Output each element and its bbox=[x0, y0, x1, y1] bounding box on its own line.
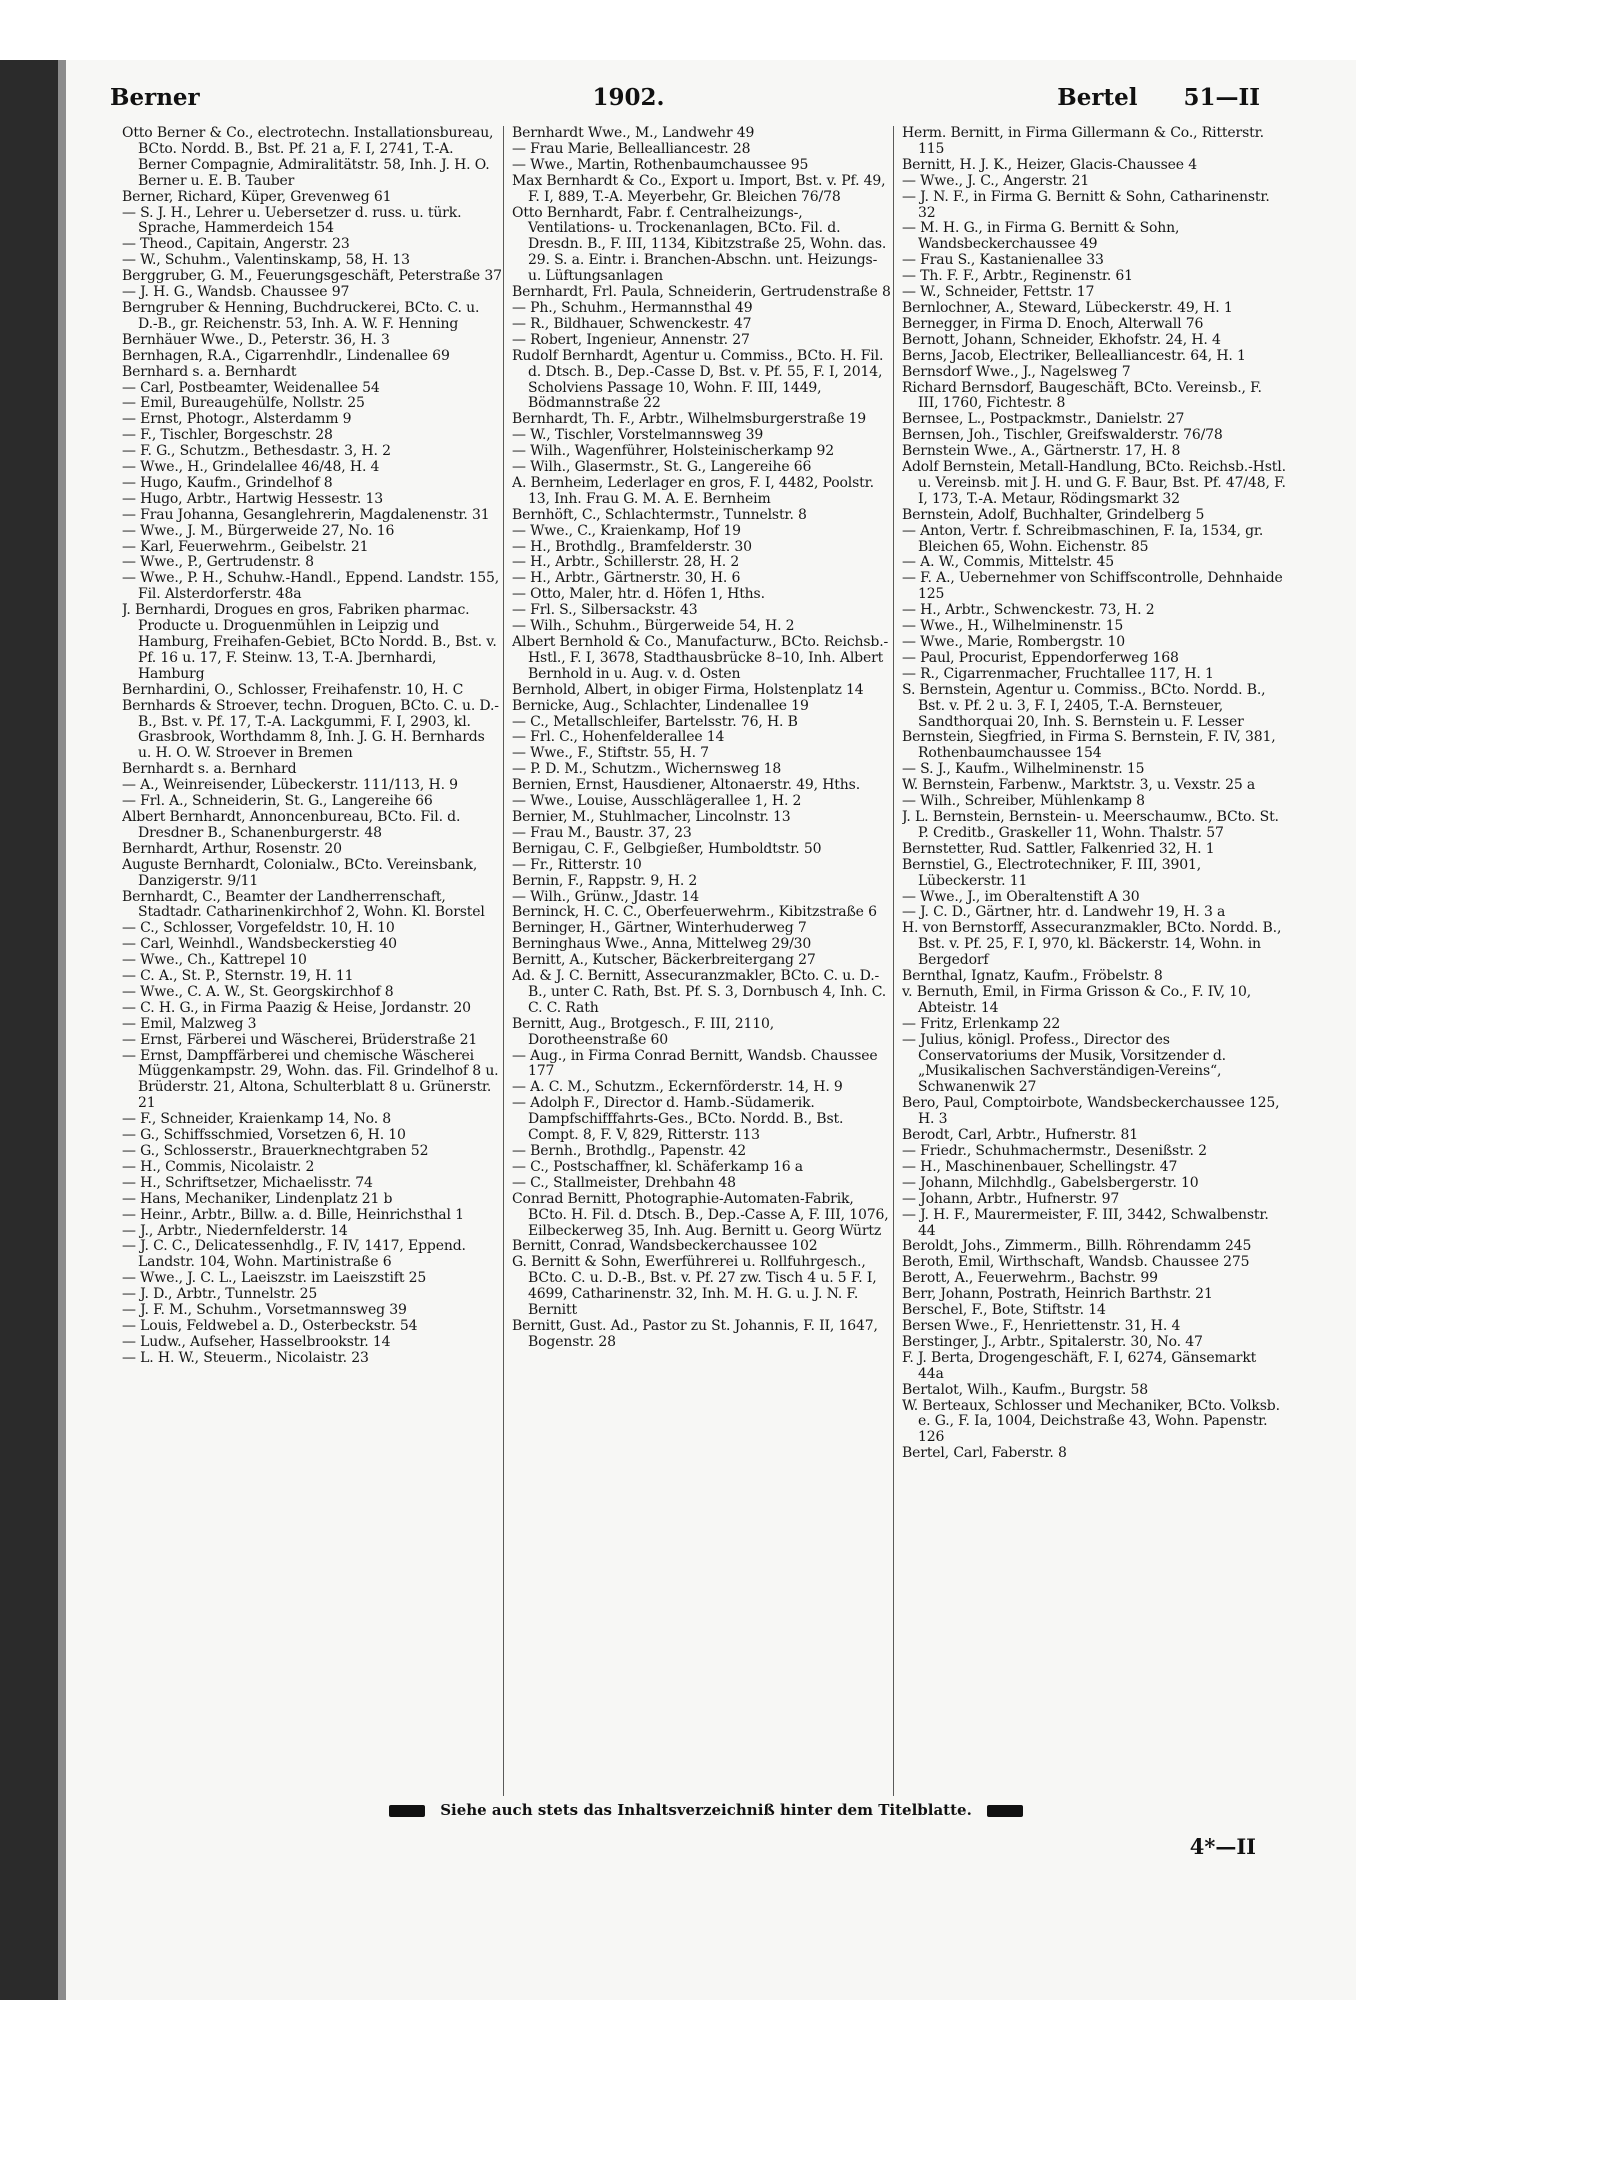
directory-entry: Berggruber, G. M., Feuerungsgeschäft, Peterstraße 37 bbox=[122, 268, 502, 285]
directory-entry: Bernitt, Aug., Brotgesch., F. III, 2110, Dorotheenstraße 60 bbox=[512, 1015, 775, 1048]
directory-entry: — H., Commis, Nicolaistr. 2 bbox=[122, 1158, 315, 1175]
directory-entry: S. Bernstein, Agentur u. Commiss., BCto. Nordd. B., Bst. v. Pf. 2 u. 3, F. I, 2405, T.-A. Bernsteuer, Sandthorquai 20, Inh. S. Bernstein u. F. Lesser bbox=[902, 681, 1266, 730]
directory-entry: — F. A., Uebernehmer von Schiffscontrolle, Dehnhaide 125 bbox=[902, 570, 1283, 603]
directory-entry: — Frau Marie, Bellealliancestr. 28 bbox=[512, 140, 751, 157]
directory-entry: F. J. Berta, Drogengeschäft, F. I, 6274, Gänsemarkt 44a bbox=[902, 1349, 1257, 1382]
directory-entry: — Wilh., Wagenführer, Holsteinischerkamp 92 bbox=[512, 443, 835, 460]
signature-mark: 4*—II bbox=[1189, 1834, 1256, 1859]
directory-entry: Bernitt, Gust. Ad., Pastor zu St. Johannis, F. II, 1647, Bogenstr. 28 bbox=[512, 1317, 878, 1350]
directory-entry: Berstinger, J., Arbtr., Spitalerstr. 30, No. 47 bbox=[902, 1333, 1203, 1350]
directory-entry: — Friedr., Schuhmachermstr., Desenißstr. 2 bbox=[902, 1143, 1207, 1159]
directory-entry: Bernstiel, G., Electrotechniker, F. III, 3901, Lübeckerstr. 11 bbox=[902, 856, 1202, 889]
directory-entry: — Heinr., Arbtr., Billw. a. d. Bille, Heinrichsthal 1 bbox=[122, 1206, 464, 1223]
directory-entry: — Wwe., Martin, Rothenbaumchaussee 95 bbox=[512, 156, 809, 173]
directory-entry: Max Bernhardt & Co., Export u. Import, Bst. v. Pf. 49, F. I, 889, T.-A. Meyerbehr, Gr. Bleichen 76/78 bbox=[512, 172, 886, 205]
directory-entry: Bernstein, Adolf, Buchhalter, Grindelberg 5 bbox=[902, 506, 1205, 523]
directory-entry: — A. W., Commis, Mittelstr. 45 bbox=[902, 554, 1115, 571]
directory-entry: Bernigau, C. F., Gelbgießer, Humboldtstr. 50 bbox=[512, 840, 822, 857]
directory-entry: — C. A., St. P., Sternstr. 19, H. 11 bbox=[122, 968, 354, 985]
directory-entry: — Hugo, Kaufm., Grindelhof 8 bbox=[122, 474, 333, 491]
directory-entry: — Bernh., Brothdlg., Papenstr. 42 bbox=[512, 1143, 747, 1159]
directory-entry: — A., Weinreisender, Lübeckerstr. 111/113, H. 9 bbox=[122, 777, 458, 794]
directory-entry: — Fritz, Erlenkamp 22 bbox=[902, 1015, 1061, 1032]
directory-entry: Bernlochner, A., Steward, Lübeckerstr. 49, H. 1 bbox=[902, 299, 1233, 316]
directory-entry: Bertel, Carl, Faberstr. 8 bbox=[902, 1445, 1067, 1462]
directory-entry: Bero, Paul, Comptoirbote, Wandsbeckerchaussee 125, H. 3 bbox=[902, 1095, 1280, 1128]
directory-entry: — H., Maschinenbauer, Schellingstr. 47 bbox=[902, 1158, 1178, 1175]
directory-entry: — F., Tischler, Borgeschstr. 28 bbox=[122, 427, 333, 444]
directory-entry: — Ludw., Aufseher, Hasselbrookstr. 14 bbox=[122, 1333, 391, 1350]
directory-entry: — Theod., Capitain, Angerstr. 23 bbox=[122, 236, 350, 253]
directory-entry: — Aug., in Firma Conrad Bernitt, Wandsb. Chaussee 177 bbox=[512, 1047, 878, 1080]
directory-entry: — Wilh., Glasermstr., St. G., Langereihe 66 bbox=[512, 459, 812, 476]
directory-entry: — M. H. G., in Firma G. Bernitt & Sohn, Wandsbeckerchaussee 49 bbox=[902, 220, 1180, 253]
directory-entry: Bernien, Ernst, Hausdiener, Altonaerstr. 49, Hths. bbox=[512, 777, 860, 794]
running-header bbox=[110, 84, 1260, 118]
directory-entry: — Karl, Feuerwehrm., Geibelstr. 21 bbox=[122, 538, 369, 555]
directory-entry: — Wwe., Marie, Rombergstr. 10 bbox=[902, 634, 1125, 650]
directory-entry: — Fr., Ritterstr. 10 bbox=[512, 856, 642, 873]
directory-entry: Albert Bernhardt, Annoncenbureau, BCto. Fil. d. Dresdner B., Schanenburgerstr. 48 bbox=[122, 808, 461, 841]
directory-entry: Bernstetter, Rud. Sattler, Falkenried 32, H. 1 bbox=[902, 840, 1215, 857]
directory-entry: — L. H. W., Steuerm., Nicolaistr. 23 bbox=[122, 1349, 369, 1366]
column-1 bbox=[122, 126, 502, 1794]
directory-entry: Herm. Bernitt, in Firma Gillermann & Co., Ritterstr. 115 bbox=[902, 126, 1264, 157]
directory-entry: — J. N. F., in Firma G. Bernitt & Sohn, Catharinenstr. 32 bbox=[902, 188, 1270, 221]
directory-entry: Beroldt, Johs., Zimmerm., Billh. Röhrendamm 245 bbox=[902, 1238, 1252, 1255]
directory-entry: — Anton, Vertr. f. Schreibmaschinen, F. Ia, 1534, gr. Bleichen 65, Wohn. Eichenstr. 85 bbox=[902, 522, 1264, 555]
directory-entry: A. Bernheim, Lederlager en gros, F. I, 4482, Poolstr. 13, Inh. Frau G. M. A. E. Bernheim bbox=[512, 474, 874, 507]
directory-entry: — Frau S., Kastanienallee 33 bbox=[902, 252, 1104, 269]
directory-entry: — Ph., Schuhm., Hermannsthal 49 bbox=[512, 299, 753, 316]
page-number: 51—II bbox=[1183, 84, 1260, 111]
directory-entry: — Wwe., J. C. L., Laeiszstr. im Laeiszstift 25 bbox=[122, 1270, 427, 1287]
directory-entry: — Carl, Weinhdl., Wandsbeckerstieg 40 bbox=[122, 936, 397, 953]
directory-entry: Rudolf Bernhardt, Agentur u. Commiss., BCto. H. Fil. d. Dtsch. B., Dep.-Casse D, Bst. v. Pf. 55, F. I, 2014, Scholviens Passage 10, Wohn. F. III, 1449, Bödmannstraße 22 bbox=[512, 347, 884, 412]
directory-entry: Berr, Johann, Postrath, Heinrich Barthstr. 21 bbox=[902, 1286, 1213, 1303]
directory-entry: Bernhardt, C., Beamter der Landherrenschaft, Stadtadr. Catharinenkirchhof 2, Wohn. Kl. Borstel bbox=[122, 888, 485, 921]
directory-entry: — G., Schiffsschmied, Vorsetzen 6, H. 10 bbox=[122, 1127, 406, 1144]
directory-entry: — C., Metallschleifer, Bartelsstr. 76, H. B bbox=[512, 713, 798, 730]
directory-entry: Bernhardt, Frl. Paula, Schneiderin, Gertrudenstraße 8 bbox=[512, 284, 891, 301]
directory-entry: J. L. Bernstein, Bernstein- u. Meerschaumw., BCto. St. P. Creditb., Graskeller 11, Wohn. Thalstr. 57 bbox=[902, 808, 1279, 841]
directory-entry: Otto Bernhardt, Fabr. f. Centralheizungs-, Ventilations- u. Trockenanlagen, BCto. Fil. d. Dresdn. B., F. III, 1134, Kibitzstraße 25, Wohn. das. 29. S. a. Eintr. i. Branchen-Abschn. unt. Heizungs- u. Lüftungsanlagen bbox=[512, 204, 887, 285]
directory-entry: — J. F. M., Schuhm., Vorsetmannsweg 39 bbox=[122, 1302, 407, 1319]
directory-entry: G. Bernitt & Sohn, Ewerführerei u. Rollfuhrgesch., BCto. C. u. D.-B., Bst. v. Pf. 27 zw. Tisch 4 u. 5 F. I, 4699, Catharinenstr. 32, Inh. M. H. G. u. J. N. F. Bernitt bbox=[512, 1254, 877, 1319]
directory-entry: — R., Bildhauer, Schwenckestr. 47 bbox=[512, 315, 752, 332]
directory-entry: Bernhardt, Th. F., Arbtr., Wilhelmsburgerstraße 19 bbox=[512, 411, 867, 428]
directory-entry: — Frl. A., Schneiderin, St. G., Langereihe 66 bbox=[122, 793, 433, 810]
directory-entry: — C., Postschaffner, kl. Schäferkamp 16 a bbox=[512, 1158, 804, 1175]
directory-entry: Berninger, H., Gärtner, Winterhuderweg 7 bbox=[512, 920, 807, 937]
directory-entry: — C., Stallmeister, Drehbahn 48 bbox=[512, 1174, 736, 1191]
header-left-keyword: Berner bbox=[110, 84, 200, 111]
scan-border bbox=[0, 60, 60, 2000]
directory-entry: — H., Brothdlg., Bramfelderstr. 30 bbox=[512, 538, 752, 555]
directory-entry: Conrad Bernitt, Photographie-Automaten-Fabrik, BCto. H. Fil. d. Dtsch. B., Dep.-Casse A, F. III, 1076, Eilbeckerweg 35, Inh. Aug. Bernitt u. Georg Würtz bbox=[512, 1190, 889, 1239]
directory-entry: — Frl. C., Hohenfelderallee 14 bbox=[512, 729, 725, 746]
directory-entry: Bernin, F., Rappstr. 9, H. 2 bbox=[512, 872, 698, 889]
directory-entry: Bernhäuer Wwe., D., Peterstr. 36, H. 3 bbox=[122, 331, 390, 348]
directory-entry: — Wwe., J. M., Bürgerweide 27, No. 16 bbox=[122, 522, 395, 539]
directory-entry: — Wwe., Louise, Ausschlägerallee 1, H. 2 bbox=[512, 793, 802, 810]
directory-entry: H. von Bernstorff, Assecuranzmakler, BCto. Nordd. B., Bst. v. Pf. 25, F. I, 970, kl. Bäckerstr. 14, Wohn. in Bergedorf bbox=[902, 920, 1282, 969]
directory-entry: — Ernst, Photogr., Alsterdamm 9 bbox=[122, 411, 352, 428]
directory-entry: Bernitt, H. J. K., Heizer, Glacis-Chaussee 4 bbox=[902, 156, 1197, 173]
directory-entry: Bernhardt s. a. Bernhard bbox=[122, 761, 297, 778]
directory-entry: Berodt, Carl, Arbtr., Hufnerstr. 81 bbox=[902, 1127, 1139, 1144]
directory-entry: Ad. & J. C. Bernitt, Assecuranzmakler, BCto. C. u. D.-B., unter C. Rath, Bst. Pf. S. 3, Dornbusch 4, Inh. C. C. C. Rath bbox=[512, 968, 887, 1016]
directory-entry: — Hugo, Arbtr., Hartwig Hessestr. 13 bbox=[122, 490, 384, 507]
directory-entry: — Frau Johanna, Gesanglehrerin, Magdalenenstr. 31 bbox=[122, 506, 490, 523]
directory-entry: Bernegger, in Firma D. Enoch, Alterwall 76 bbox=[902, 315, 1204, 332]
directory-entry: — Wwe., H., Wilhelminenstr. 15 bbox=[902, 618, 1124, 635]
footer-note-text: Siehe auch stets das Inhaltsverzeichniß hinter dem Titelblatte. bbox=[440, 1801, 972, 1819]
directory-entry: Bernhard s. a. Bernhardt bbox=[122, 363, 297, 380]
directory-entry: Berns, Jacob, Electriker, Bellealliancestr. 64, H. 1 bbox=[902, 347, 1246, 364]
directory-entry: Berngruber & Henning, Buchdruckerei, BCto. C. u. D.-B., gr. Reichenstr. 53, Inh. A. W. F. Henning bbox=[122, 299, 480, 332]
directory-entry: Bernhold, Albert, in obiger Firma, Holstenplatz 14 bbox=[512, 681, 864, 698]
directory-entry: J. Bernhardi, Drogues en gros, Fabriken pharmac. Producte u. Droguenmühlen in Leipzig und Hamburg, Freihafen-Gebiet, BCto Nordd. B., Bst. v. Pf. 16 u. 17, F. Steinw. 13, T.-A. Jbernhardi, Hamburg bbox=[122, 602, 497, 682]
directory-entry: — C., Schlosser, Vorgefeldstr. 10, H. 10 bbox=[122, 920, 395, 937]
directory-entry: — P. D. M., Schutzm., Wichernsweg 18 bbox=[512, 761, 782, 778]
directory-entry: Bernsee, L., Postpackmstr., Danielstr. 27 bbox=[902, 411, 1185, 428]
directory-entry: Bernsen, Joh., Tischler, Greifswalderstr. 76/78 bbox=[902, 427, 1223, 444]
directory-entry: — H., Arbtr., Gärtnerstr. 30, H. 6 bbox=[512, 570, 741, 587]
directory-entry: — J. C. D., Gärtner, htr. d. Landwehr 19, H. 3 a bbox=[902, 904, 1226, 921]
directory-entry: — Wwe., P. H., Schuhw.-Handl., Eppend. Landstr. 155, Fil. Alsterdorferstr. 48a bbox=[122, 570, 500, 603]
directory-entry: Bertalot, Wilh., Kaufm., Burgstr. 58 bbox=[902, 1381, 1149, 1398]
directory-entry: — Robert, Ingenieur, Annenstr. 27 bbox=[512, 331, 750, 348]
column-3 bbox=[902, 126, 1286, 1794]
directory-entry: — Wwe., Ch., Kattrepel 10 bbox=[122, 952, 307, 969]
directory-entry: Berschel, F., Bote, Stiftstr. 14 bbox=[902, 1302, 1106, 1319]
directory-entry: — Carl, Postbeamter, Weidenallee 54 bbox=[122, 379, 380, 396]
column-divider bbox=[503, 126, 504, 1796]
directory-entry: Bernhardt, Arthur, Rosenstr. 20 bbox=[122, 840, 342, 857]
directory-entry: — Th. F. F., Arbtr., Reginenstr. 61 bbox=[902, 268, 1133, 285]
directory-entry: v. Bernuth, Emil, in Firma Grisson & Co., F. IV, 10, Abteistr. 14 bbox=[902, 983, 1252, 1016]
footer-note bbox=[356, 1801, 1056, 1825]
directory-entry: Adolf Bernstein, Metall-Handlung, BCto. Reichsb.-Hstl. u. Vereinsb. mit J. H. und G. F. Baur, Bst. Pf. 47/48, F. I, 173, T.-A. Metaur, Rödingsmarkt 32 bbox=[902, 459, 1286, 507]
header-right-keyword: Bertel bbox=[1057, 84, 1138, 111]
directory-entry: Bernicke, Aug., Schlachter, Lindenallee 19 bbox=[512, 697, 809, 714]
directory-entry: — Adolph F., Director d. Hamb.-Südamerik. Dampfschifffahrts-Ges., BCto. Nordd. B., Bst. Compt. 8, F. V, 829, Ritterstr. 113 bbox=[512, 1095, 844, 1144]
directory-entry: — Johann, Arbtr., Hufnerstr. 97 bbox=[902, 1190, 1120, 1207]
column-2 bbox=[512, 126, 892, 1794]
directory-entry: — Wwe., J., im Oberaltenstift A 30 bbox=[902, 888, 1140, 905]
directory-entry: — Frl. S., Silbersackstr. 43 bbox=[512, 602, 698, 619]
directory-entry: — S. J., Kaufm., Wilhelminenstr. 15 bbox=[902, 761, 1145, 778]
directory-entry: — G., Schlosserstr., Brauerknechtgraben 52 bbox=[122, 1143, 429, 1159]
directory-entry: Bernhards & Stroever, techn. Droguen, BCto. C. u. D.-B., Bst. v. Pf. 17, T.-A. Lackgummi, F. I, 2903, kl. Grasbrook, Worthdamm 8, Inh. J. G. H. Bernhards u. H. O. W. Stroever in Bremen bbox=[122, 697, 499, 762]
directory-entry: Bernstein Wwe., A., Gärtnerstr. 17, H. 8 bbox=[902, 443, 1181, 460]
directory-entry: — R., Cigarrenmacher, Fruchtallee 117, H. 1 bbox=[902, 665, 1214, 682]
header-year: 1902. bbox=[592, 84, 665, 111]
directory-entry: Bernott, Johann, Schneider, Ekhofstr. 24, H. 4 bbox=[902, 331, 1221, 348]
page-binding-edge bbox=[58, 60, 66, 2000]
directory-entry: — W., Tischler, Vorstelmannsweg 39 bbox=[512, 427, 764, 444]
directory-entry: — C. H. G., in Firma Paazig & Heise, Jordanstr. 20 bbox=[122, 999, 471, 1016]
directory-entry: Bersen Wwe., F., Henriettenstr. 31, H. 4 bbox=[902, 1317, 1181, 1334]
directory-entry: — Frau M., Baustr. 37, 23 bbox=[512, 824, 692, 841]
directory-entry: W. Berteaux, Schlosser und Mechaniker, BCto. Volksb. e. G., F. Ia, 1004, Deichstraße 43, Wohn. Papenstr. 126 bbox=[902, 1397, 1280, 1446]
directory-entry: — Wwe., P., Gertrudenstr. 8 bbox=[122, 554, 314, 571]
directory-entry: — H., Schriftsetzer, Michaelisstr. 74 bbox=[122, 1174, 373, 1191]
directory-entry: Beroth, Emil, Wirthschaft, Wandsb. Chaussee 275 bbox=[902, 1254, 1250, 1271]
directory-entry: — Paul, Procurist, Eppendorferweg 168 bbox=[902, 649, 1179, 666]
directory-entry: Bernsdorf Wwe., J., Nagelsweg 7 bbox=[902, 363, 1131, 380]
directory-entry: — Otto, Maler, htr. d. Höfen 1, Hths. bbox=[512, 586, 765, 603]
directory-entry: Otto Berner & Co., electrotechn. Installationsbureau, BCto. Nordd. B., Bst. Pf. 21 a, F. I, 2741, T.-A. Berner Compagnie, Admiralitätstr. 58, Inh. J. H. O. Berner u. E. B. Tauber bbox=[122, 126, 494, 189]
directory-entry: — S. J. H., Lehrer u. Uebersetzer d. russ. u. türk. Sprache, Hammerdeich 154 bbox=[122, 204, 462, 237]
directory-entry: Bernthal, Ignatz, Kaufm., Fröbelstr. 8 bbox=[902, 968, 1163, 985]
directory-entry: — Wilh., Schreiber, Mühlenkamp 8 bbox=[902, 793, 1145, 810]
directory-entry: — J. H. G., Wandsb. Chaussee 97 bbox=[122, 284, 350, 301]
directory-entry: Albert Bernhold & Co., Manufacturw., BCto. Reichsb.-Hstl., F. I, 3678, Stadthausbrücke 8–10, Inh. Albert Bernhold in u. Aug. v. d. Osten bbox=[512, 634, 889, 682]
directory-entry: — F., Schneider, Kraienkamp 14, No. 8 bbox=[122, 1111, 392, 1128]
directory-entry: Berninghaus Wwe., Anna, Mittelweg 29/30 bbox=[512, 936, 812, 953]
header-right bbox=[1057, 84, 1260, 111]
directory-entry: — F. G., Schutzm., Bethesdastr. 3, H. 2 bbox=[122, 443, 391, 460]
directory-entry: Bernhardini, O., Schlosser, Freihafenstr. 10, H. C bbox=[122, 681, 464, 698]
directory-entry: Bernitt, Conrad, Wandsbeckerchaussee 102 bbox=[512, 1238, 818, 1255]
directory-entry: — Wwe., F., Stiftstr. 55, H. 7 bbox=[512, 745, 709, 762]
directory-entry: — Ernst, Dampffärberei und chemische Wäscherei Müggenkampstr. 29, Wohn. das. Fil. Grindelhof 8 u. Brüderstr. 21, Altona, Schulterblatt 8 u. Grünerstr. 21 bbox=[122, 1047, 499, 1112]
directory-entry: — Hans, Mechaniker, Lindenplatz 21 b bbox=[122, 1190, 393, 1207]
directory-entry: — J., Arbtr., Niedernfelderstr. 14 bbox=[122, 1222, 348, 1239]
pointing-hand-icon bbox=[987, 1805, 1023, 1817]
pointing-hand-icon bbox=[389, 1805, 425, 1817]
directory-entry: — Johann, Milchhdlg., Gabelsbergerstr. 10 bbox=[902, 1174, 1199, 1191]
directory-entry: Bernstein, Siegfried, in Firma S. Bernstein, F. IV, 381, Rothenbaumchaussee 154 bbox=[902, 729, 1276, 762]
directory-entry: — W., Schneider, Fettstr. 17 bbox=[902, 284, 1095, 301]
directory-entry: — Wwe., H., Grindelallee 46/48, H. 4 bbox=[122, 459, 380, 476]
directory-entry: — Emil, Bureaugehülfe, Nollstr. 25 bbox=[122, 395, 365, 412]
directory-entry: — J. D., Arbtr., Tunnelstr. 25 bbox=[122, 1286, 318, 1303]
directory-entry: — J. H. F., Maurermeister, F. III, 3442, Schwalbenstr. 44 bbox=[902, 1206, 1269, 1239]
directory-entry: Auguste Bernhardt, Colonialw., BCto. Vereinsbank, Danzigerstr. 9/11 bbox=[122, 856, 478, 889]
directory-entry: — Wilh., Grünw., Jdastr. 14 bbox=[512, 888, 700, 905]
column-divider bbox=[893, 126, 894, 1796]
directory-entry: — A. C. M., Schutzm., Eckernförderstr. 14, H. 9 bbox=[512, 1079, 843, 1096]
directory-entry: Berner, Richard, Küper, Grevenweg 61 bbox=[122, 188, 392, 205]
directory-entry: Richard Bernsdorf, Baugeschäft, BCto. Vereinsb., F. III, 1760, Fichtestr. 8 bbox=[902, 379, 1262, 412]
directory-entry: — Wwe., C. A. W., St. Georgskirchhof 8 bbox=[122, 983, 394, 1000]
directory-entry: W. Bernstein, Farbenw., Marktstr. 3, u. Vexstr. 25 a bbox=[902, 777, 1256, 794]
directory-entry: — H., Arbtr., Schwenckestr. 73, H. 2 bbox=[902, 602, 1155, 619]
directory-entry: Bernhardt Wwe., M., Landwehr 49 bbox=[512, 126, 755, 141]
directory-entry: — J. C. C., Delicatessenhdlg., F. IV, 1417, Eppend. Landstr. 104, Wohn. Martinistraße 6 bbox=[122, 1238, 466, 1271]
directory-entry: — H., Arbtr., Schillerstr. 28, H. 2 bbox=[512, 554, 740, 571]
directory-entry: Bernitt, A., Kutscher, Bäckerbreitergang 27 bbox=[512, 952, 816, 969]
directory-entry: Berninck, H. C. C., Oberfeuerwehrm., Kibitzstraße 6 bbox=[512, 904, 877, 921]
directory-entry: — Ernst, Färberei und Wäscherei, Brüderstraße 21 bbox=[122, 1031, 478, 1048]
directory-entry: — Louis, Feldwebel a. D., Osterbeckstr. 54 bbox=[122, 1317, 418, 1334]
directory-entry: Berott, A., Feuerwehrm., Bachstr. 99 bbox=[902, 1270, 1158, 1287]
directory-entry: — Julius, königl. Profess., Director des Conservatoriums der Musik, Vorsitzender d. „Musikalischen Sachverständigen-Vereins“, Schwanenwik 27 bbox=[902, 1031, 1226, 1096]
directory-entry: Bernhöft, C., Schlachtermstr., Tunnelstr. 8 bbox=[512, 506, 807, 523]
directory-entry: Bernhagen, R.A., Cigarrenhdlr., Lindenallee 69 bbox=[122, 347, 450, 364]
directory-entry: Bernier, M., Stuhlmacher, Lincolnstr. 13 bbox=[512, 808, 791, 825]
directory-entry: — Wwe., J. C., Angerstr. 21 bbox=[902, 172, 1090, 189]
directory-entry: — Emil, Malzweg 3 bbox=[122, 1015, 257, 1032]
directory-entry: — Wilh., Schuhm., Bürgerweide 54, H. 2 bbox=[512, 618, 795, 635]
directory-entry: — W., Schuhm., Valentinskamp, 58, H. 13 bbox=[122, 252, 410, 269]
directory-entry: — Wwe., C., Kraienkamp, Hof 19 bbox=[512, 522, 741, 539]
